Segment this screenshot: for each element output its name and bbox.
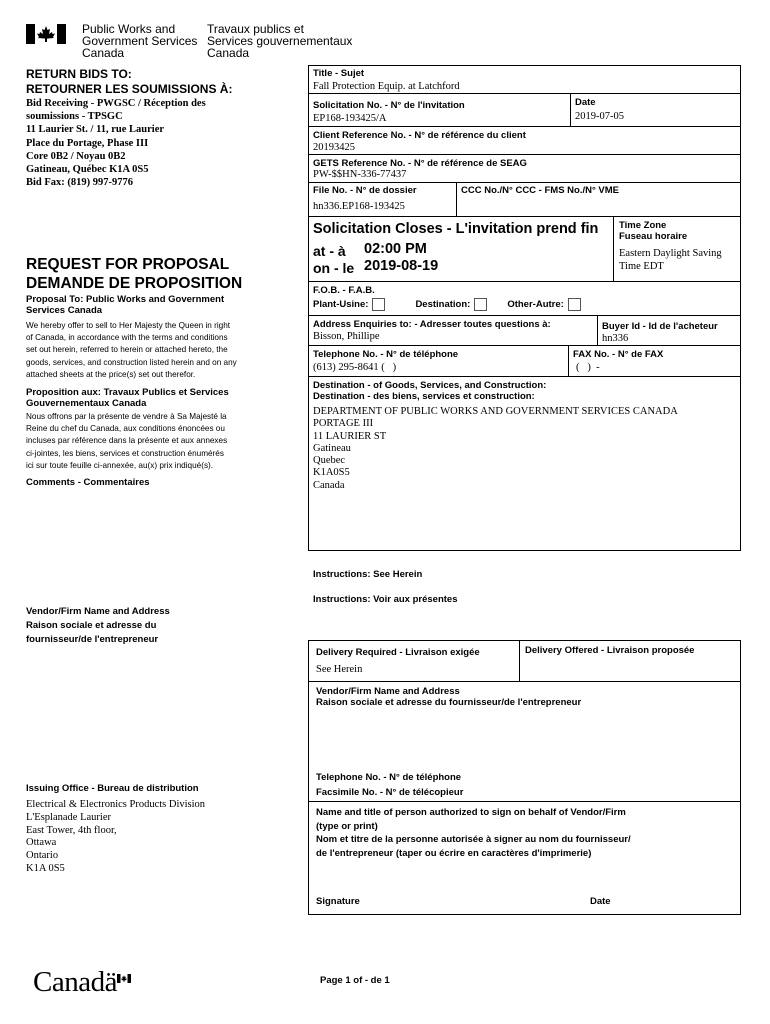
buyer-id-value: hn336 bbox=[602, 333, 629, 344]
vendor-telephone-label: Telephone No. - N° de téléphone bbox=[316, 772, 462, 783]
plant-label: Plant-Usine: bbox=[313, 299, 369, 310]
close-at-label: at - à bbox=[313, 243, 346, 259]
date-value: 2019-07-05 bbox=[575, 111, 624, 122]
canada-wordmark: Canadä bbox=[33, 966, 117, 998]
other-checkbox[interactable] bbox=[568, 298, 581, 311]
government-logo bbox=[26, 24, 66, 44]
authorized-person-field[interactable] bbox=[312, 862, 738, 892]
return-bids-title: RETURN BIDS TO: RETOURNER LES SOUMISSIONS À: bbox=[26, 67, 233, 96]
wordmark-flag-icon bbox=[117, 970, 131, 979]
proposal-to-label: Proposal To: Public Works and Government Services Canada bbox=[26, 294, 225, 316]
return-bids-address: Bid Receiving - PWGSC / Réception des soumissions - TPSGC 11 Laurier St. / 11, rue Laurier Place du Portage, Phase III Core 0B2 / Noyau 0B2 Gatineau, Québec K1A 0S5 Bid Fax: (819) 997-9776 bbox=[26, 98, 206, 189]
solicitation-closes-title: Solicitation Closes - L'invitation prend fin bbox=[313, 221, 599, 237]
vendor-firm-label-left: Vendor/Firm Name and Address Raison sociale et adresse du fournisseur/de l'entrepreneur bbox=[26, 606, 170, 645]
proposition-text: Nous offrons par la présente de vendre à Sa Majesté la Reine du chef du Canada, aux conditions énoncées ou incluses par référence dans la présente et aux annexes ci-jointes, les biens, services et construction énumérés ici sur toute feuille ci-annexée, au(x) prix indiqué(s). bbox=[26, 412, 228, 470]
instructions-fr: Instructions: Voir aux présentes bbox=[313, 594, 458, 605]
delivery-required-label: Delivery Required - Livraison exigée bbox=[316, 647, 480, 658]
delivery-offered-field[interactable] bbox=[521, 656, 739, 679]
file-no-label: File No. - N° de dossier bbox=[313, 185, 417, 196]
title-label: Title - Sujet bbox=[313, 68, 365, 79]
buyer-id-label: Buyer Id - Id de l'acheteur bbox=[602, 321, 718, 332]
gets-reference-label: GETS Reference No. - N° de référence de SEAG bbox=[313, 158, 527, 169]
vendor-facsimile-label: Facsimile No. - N° de télécopieur bbox=[316, 787, 464, 798]
delivery-offered-label: Delivery Offered - Livraison proposée bbox=[525, 645, 695, 656]
file-no-value: hn336.EP168-193425 bbox=[313, 201, 405, 212]
ccc-no-label: CCC No./N° CCC - FMS No./N° VME bbox=[461, 185, 620, 196]
page-number: Page 1 of - de 1 bbox=[320, 975, 390, 986]
department-name-en: Public Works and Government Services Canada bbox=[82, 22, 198, 60]
fob-label: F.O.B. - F.A.B. bbox=[313, 285, 375, 296]
client-reference-label: Client Reference No. - N° de référence du client bbox=[313, 130, 526, 141]
fax-label: FAX No. - N° de FAX bbox=[573, 349, 664, 360]
destination-goods-value: DEPARTMENT OF PUBLIC WORKS AND GOVERNMENT SERVICES CANADA PORTAGE III 11 LAURIER ST Gatineau Quebec K1A0S5 Canada bbox=[313, 406, 678, 491]
proposition-label: Proposition aux: Travaux Publics et Services Gouvernementaux Canada bbox=[26, 387, 229, 409]
telephone-label: Telephone No. - N° de téléphone bbox=[313, 349, 459, 360]
time-zone-value: Eastern Daylight Saving Time EDT bbox=[619, 248, 722, 272]
plant-checkbox[interactable] bbox=[372, 298, 385, 311]
signature-date-label: Date bbox=[590, 896, 611, 907]
signature-label: Signature bbox=[316, 896, 360, 907]
solicitation-no-label: Solicitation No. - N° de l'invitation bbox=[313, 100, 465, 111]
instructions-en: Instructions: See Herein bbox=[313, 569, 423, 580]
address-enquiries-label: Address Enquiries to: - Adresser toutes questions à: bbox=[313, 319, 551, 330]
other-label: Other-Autre: bbox=[507, 299, 564, 310]
close-date-value: 2019-08-19 bbox=[364, 258, 439, 274]
close-on-label: on - le bbox=[313, 260, 355, 276]
vendor-firm-label: Vendor/Firm Name and Address Raison sociale et adresse du fournisseur/de l'entrepreneur bbox=[316, 686, 582, 708]
canada-flag-icon bbox=[26, 24, 66, 44]
proposal-to-text: We hereby offer to sell to Her Majesty the Queen in right of Canada, in accordance with the terms and conditions set out herein, referred to herein or attached hereto, the goods, services, and construction listed herein and on any attached sheets at the price(s) set out therefor. bbox=[26, 321, 237, 379]
authorized-person-label: Name and title of person authorized to sign on behalf of Vendor/Firm (type or print) Nom et titre de la personne autorisée à signer au nom du fournisseur/ de l'entrepreneur (taper ou écrire en caractères d'imprimerie) bbox=[316, 807, 631, 859]
comments-label: Comments - Commentaires bbox=[26, 477, 150, 488]
telephone-value: (613) 295-8641 ( ) bbox=[313, 362, 397, 373]
client-reference-value: 20193425 bbox=[313, 142, 355, 153]
gets-reference-value: PW-$$HN-336-77437 bbox=[313, 169, 407, 180]
destination-option-label: Destination: bbox=[415, 299, 471, 310]
close-time-value: 02:00 PM bbox=[364, 241, 427, 257]
vendor-firm-field[interactable] bbox=[312, 712, 738, 768]
solicitation-no-value: EP168-193425/A bbox=[313, 113, 387, 124]
destination-checkbox[interactable] bbox=[474, 298, 487, 311]
issuing-office-address: Electrical & Electronics Products Division L'Esplanade Laurier East Tower, 4th floor, Ottawa Ontario K1A 0S5 bbox=[26, 799, 206, 874]
address-enquiries-value: Bisson, Phillipe bbox=[313, 331, 380, 342]
time-zone-label: Time Zone Fuseau horaire bbox=[619, 220, 688, 242]
fax-value: ( ) - bbox=[576, 362, 600, 373]
title-value: Fall Protection Equip. at Latchford bbox=[313, 81, 460, 92]
date-label: Date bbox=[575, 97, 596, 108]
department-name-fr: Travaux publics et Services gouvernementaux Canada bbox=[207, 22, 353, 60]
delivery-required-value: See Herein bbox=[316, 664, 363, 675]
destination-goods-label: Destination - of Goods, Services, and Construction: Destination - des biens, services et construction: bbox=[313, 380, 547, 402]
issuing-office-label: Issuing Office - Bureau de distribution bbox=[26, 783, 199, 794]
fob-options bbox=[313, 298, 587, 311]
rfp-title: REQUEST FOR PROPOSAL DEMANDE DE PROPOSITION bbox=[26, 256, 243, 292]
